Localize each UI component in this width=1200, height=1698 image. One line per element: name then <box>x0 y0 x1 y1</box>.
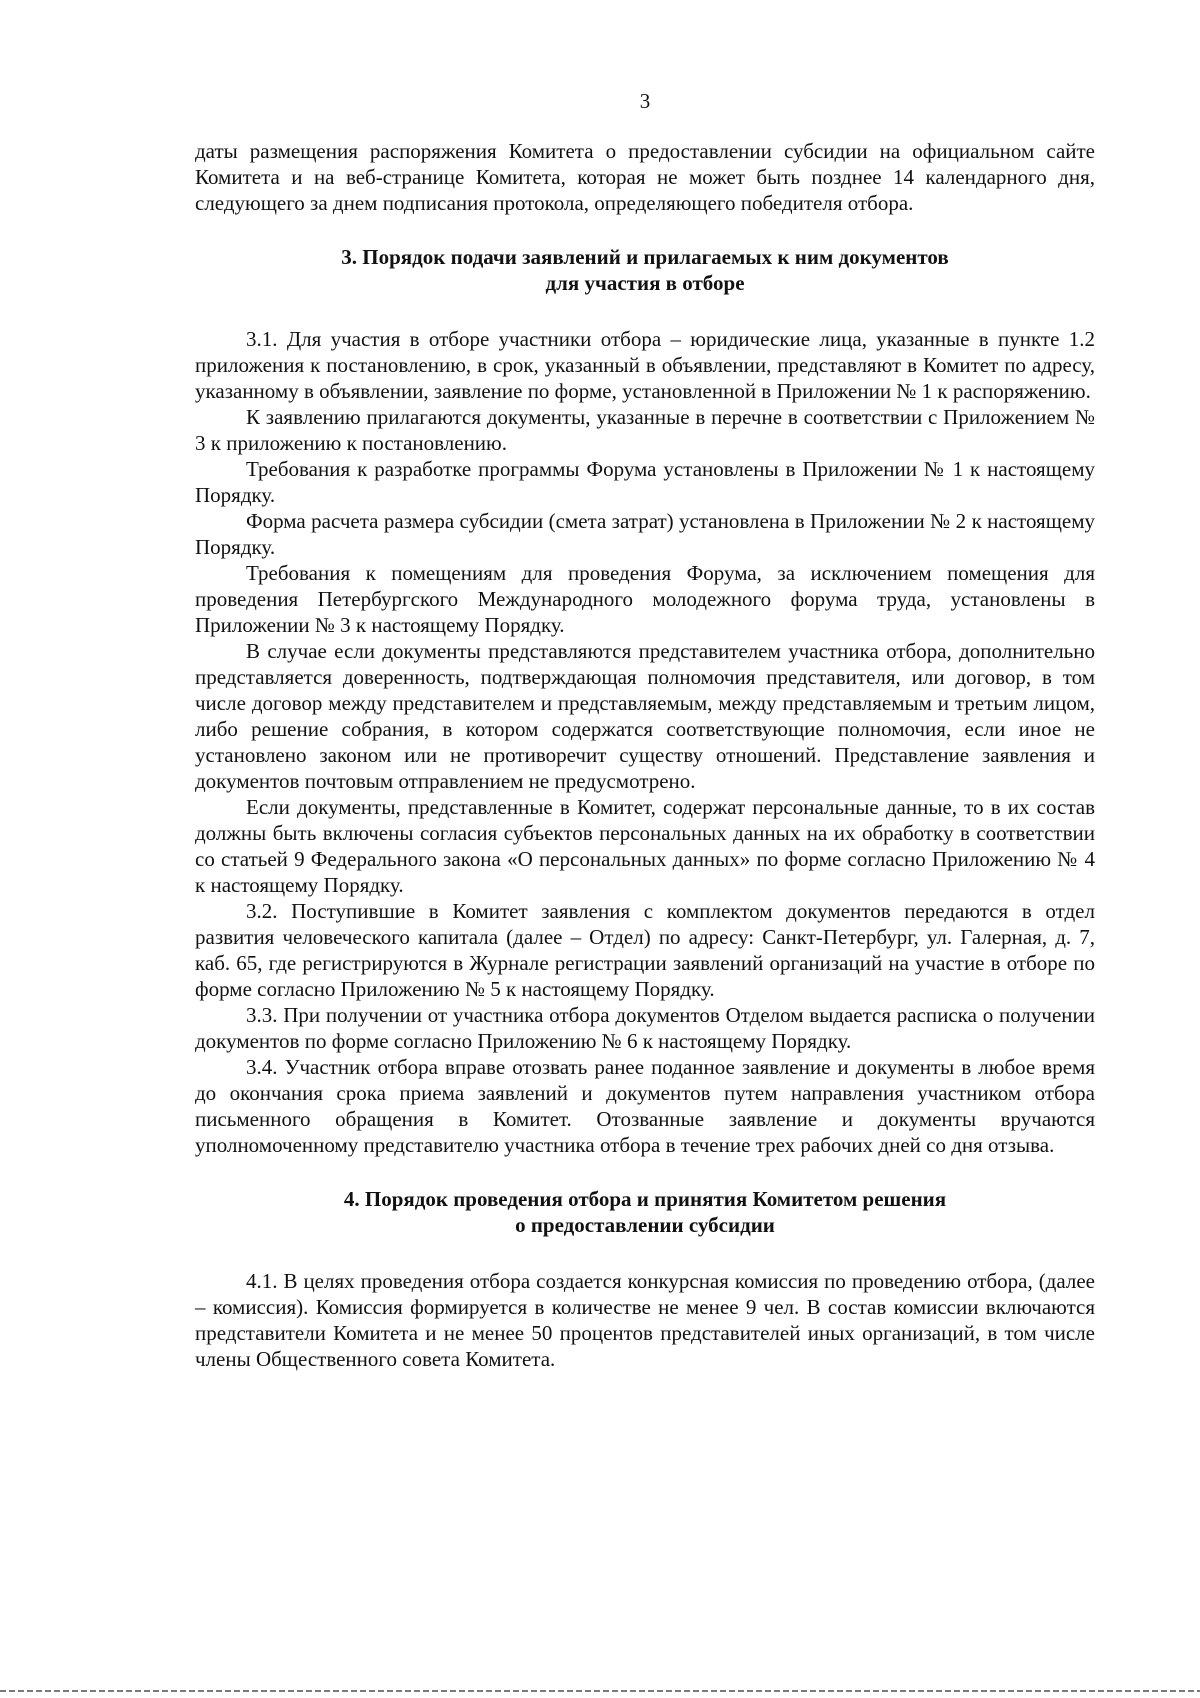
paragraph-3-1: 3.1. Для участия в отборе участники отбора – юридические лица, указанные в пункте 1.2 приложения к постановлению, в срок, указанный в объявлении, представляют в Комитет по адресу, указанному в объявлении, заявление по форме, установленной в Приложении № 1 к распоряжению. <box>195 327 1095 403</box>
paragraph-3-4: 3.4. Участник отбора вправе отозвать ранее поданное заявление и документы в любое время до окончания срока приема заявлений и документов путем направления участником отбора письменного обращения в Комитет. Отозванные заявление и документы вручаются уполномоченному представителю участника отбора в течение трех рабочих дней со дня отзыва. <box>195 1055 1095 1157</box>
paragraph-representative: В случае если документы представляются представителем участника отбора, дополнительно представляется доверенность, подтверждающая полномочия представителя, или договор, в том числе договор между представителем и представляемым, между представляемым и третьим лицом, либо решение собрания, в котором содержатся соответствующие полномочия, если иное не установлено законом или не противоречит существу отношений. Представление заявления и документов почтовым отправлением не предусмотрено. <box>195 639 1095 793</box>
scan-edge-line <box>0 1690 1200 1692</box>
paragraph-premises-requirements: Требования к помещениям для проведения Форума, за исключением помещения для проведения Петербургского Международного молодежного форума труда, установлены в Приложении № 3 к настоящему Порядку. <box>195 561 1095 637</box>
section-4-body <box>195 1268 1095 1372</box>
section-3-body <box>195 326 1095 1158</box>
section-3-heading <box>195 244 1095 296</box>
intro-paragraph: даты размещения распоряжения Комитета о предоставлении субсидии на официальном сайте Комитета и на веб-странице Комитета, которая не может быть позднее 14 календарного дня, следующего за днем подписания протокола, определяющего победителя отбора. <box>195 139 1095 215</box>
paragraph-attached-documents: К заявлению прилагаются документы, указанные в перечне в соответствии с Приложением № 3 к приложению к постановлению. <box>195 405 1095 455</box>
document-page <box>195 88 1095 1372</box>
paragraph-personal-data: Если документы, представленные в Комитет, содержат персональные данные, то в их состав должны быть включены согласия субъектов персональных данных на их обработку в соответствии со статьей 9 Федерального закона «О персональных данных» по форме согласно Приложению № 4 к настоящему Порядку. <box>195 795 1095 897</box>
section-4-heading <box>195 1186 1095 1238</box>
paragraph-subsidy-calculation: Форма расчета размера субсидии (смета затрат) установлена в Приложении № 2 к настоящему Порядку. <box>195 509 1095 559</box>
section-3-title-line-2: для участия в отборе <box>545 271 745 295</box>
paragraph-program-requirements: Требования к разработке программы Форума установлены в Приложении № 1 к настоящему Порядку. <box>195 457 1095 507</box>
section-4-title-line-1: 4. Порядок проведения отбора и принятия Комитетом решения <box>343 1187 947 1211</box>
section-3-title-line-1: 3. Порядок подачи заявлений и прилагаемых к ним документов <box>341 245 949 269</box>
page-number: 3 <box>639 89 651 113</box>
section-4-title-line-2: о предоставлении субсидии <box>515 1213 775 1237</box>
paragraph-4-1: 4.1. В целях проведения отбора создается конкурсная комиссия по проведению отбора, (далее – комиссия). Комиссия формируется в количестве не менее 9 чел. В состав комиссии включаются представители Комитета и не менее 50 процентов представителей иных организаций, в том числе члены Общественного совета Комитета. <box>195 1269 1095 1371</box>
paragraph-3-2: 3.2. Поступившие в Комитет заявления с комплектом документов передаются в отдел развития человеческого капитала (далее – Отдел) по адресу: Санкт-Петербург, ул. Галерная, д. 7, каб. 65, где регистрируются в Журнале регистрации заявлений организаций на участие в отборе по форме согласно Приложению № 5 к настоящему Порядку. <box>195 899 1095 1001</box>
paragraph-3-3: 3.3. При получении от участника отбора документов Отделом выдается расписка о получении документов по форме согласно Приложению № 6 к настоящему Порядку. <box>195 1003 1095 1053</box>
